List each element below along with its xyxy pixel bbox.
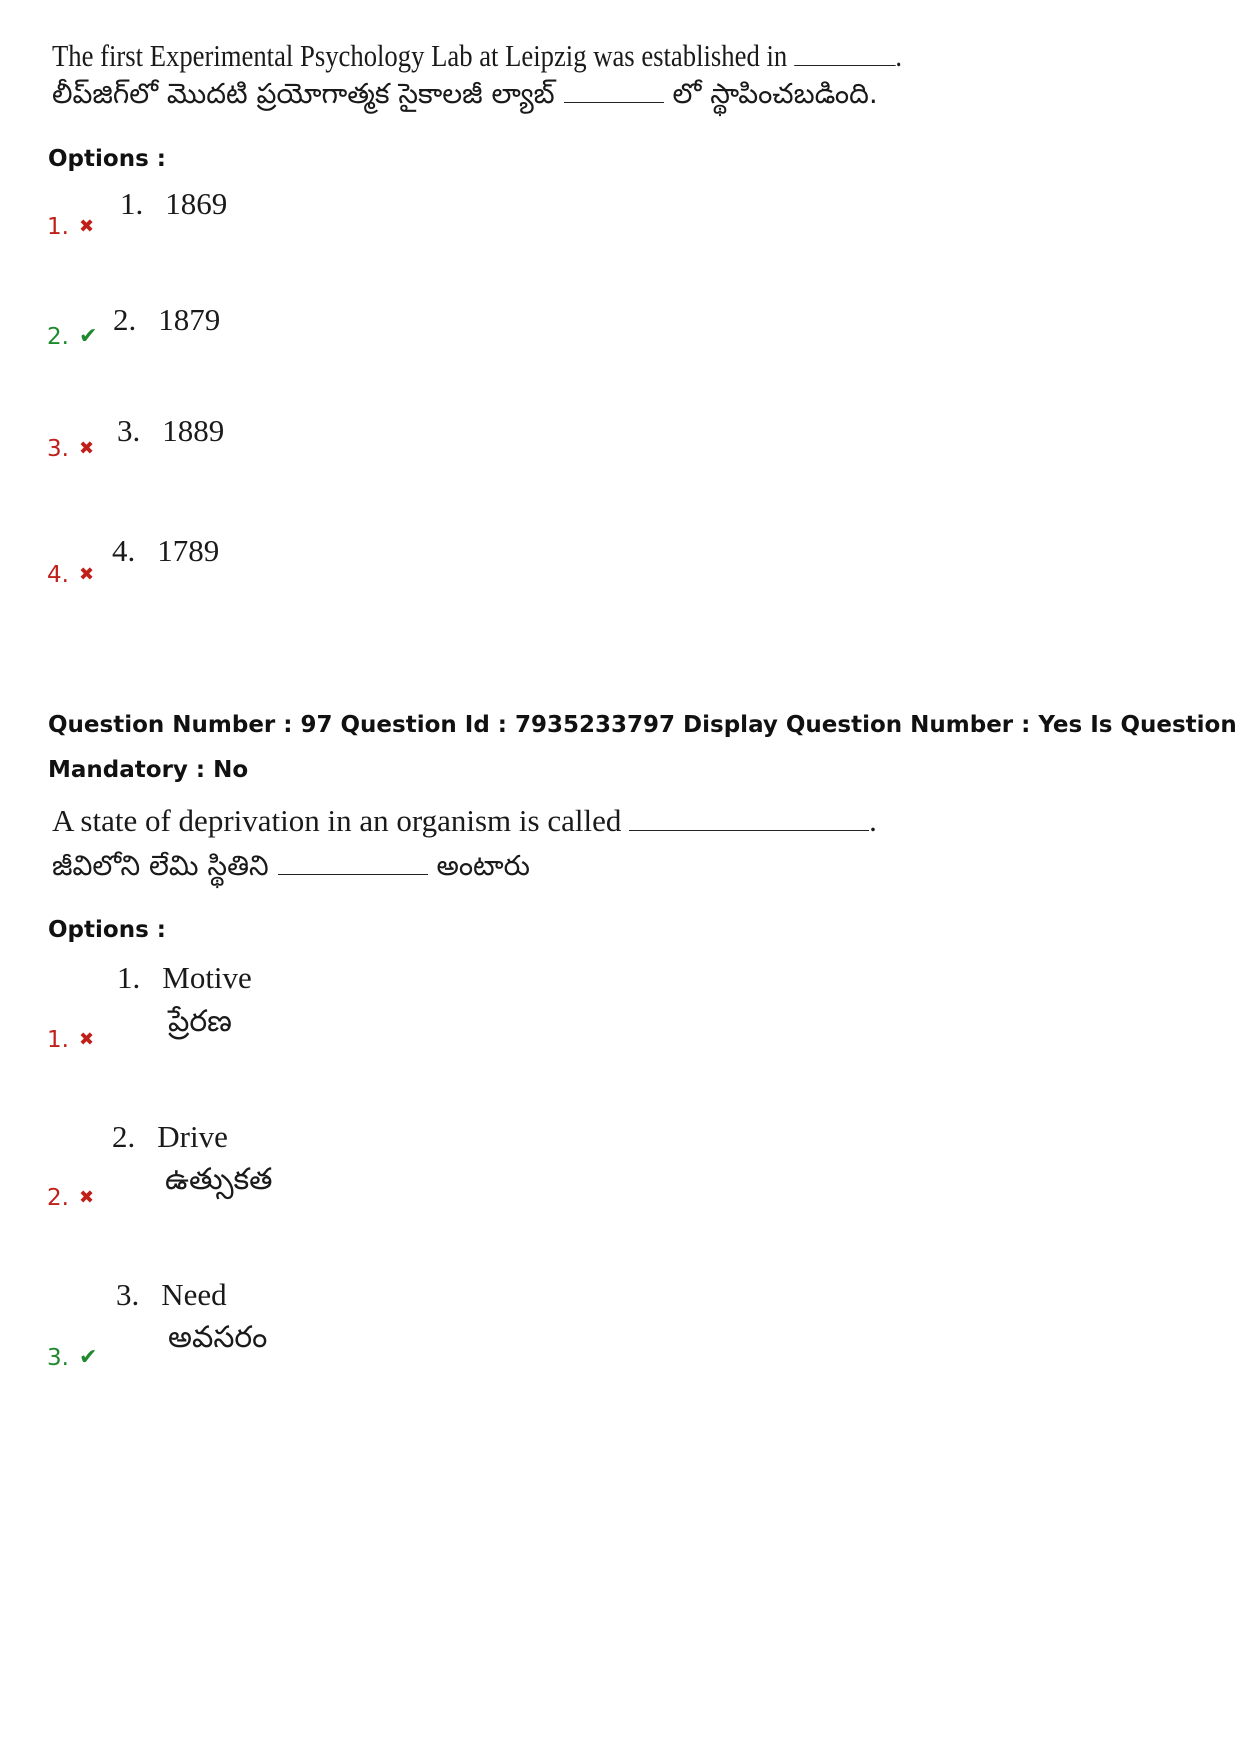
question-1-text-en bbox=[52, 38, 902, 74]
option-2-te: ఉత్సుకత bbox=[165, 1162, 273, 1197]
option-2 bbox=[113, 302, 220, 338]
option-number: 1. bbox=[120, 186, 144, 221]
options-label: Options : bbox=[48, 917, 166, 943]
option-marker-number: 3. bbox=[47, 1345, 69, 1371]
option-marker-2 bbox=[47, 1185, 94, 1211]
option-marker-3 bbox=[47, 436, 94, 462]
option-marker-1 bbox=[47, 1027, 94, 1053]
question-1-te-end: లో స్థాపించబడింది. bbox=[672, 77, 878, 110]
option-marker-number: 1. bbox=[47, 1027, 69, 1053]
option-3 bbox=[117, 413, 224, 449]
question-2-en: A state of deprivation in an organism is called bbox=[52, 803, 622, 838]
cross-icon: ✖ bbox=[78, 216, 95, 237]
option-number: 4. bbox=[112, 533, 136, 568]
question-mandatory: Mandatory : No bbox=[48, 757, 249, 783]
option-text: Motive bbox=[162, 960, 252, 995]
question-1-te: లీప్‌జిగ్‌లో మొదటి ప్రయోగాత్మక సైకాలజీ ల్యాబ్ bbox=[52, 77, 555, 110]
option-number: 1. bbox=[117, 960, 141, 995]
option-marker-number: 3. bbox=[47, 436, 69, 462]
cross-icon: ✖ bbox=[78, 1029, 95, 1050]
option-number: 3. bbox=[117, 413, 141, 448]
cross-icon: ✖ bbox=[78, 564, 95, 585]
cross-icon: ✖ bbox=[78, 438, 95, 459]
period: . bbox=[895, 38, 903, 73]
option-number: 2. bbox=[112, 1119, 136, 1154]
option-2 bbox=[112, 1119, 228, 1155]
option-marker-number: 2. bbox=[47, 324, 69, 350]
option-marker-2 bbox=[47, 324, 97, 350]
answer-blank bbox=[794, 39, 895, 66]
check-icon: ✔ bbox=[78, 1345, 98, 1370]
question-2-te-end: అంటారు bbox=[436, 849, 530, 882]
check-icon: ✔ bbox=[78, 324, 98, 349]
question-2-te: జీవిలోని లేమి స్థితిని bbox=[52, 849, 269, 882]
option-marker-number: 4. bbox=[47, 562, 69, 588]
question-1-en: The first Experimental Psychology Lab at Leipzig was established in bbox=[52, 38, 788, 73]
option-marker-number: 1. bbox=[47, 214, 69, 240]
option-text: 1879 bbox=[158, 302, 221, 337]
answer-blank bbox=[278, 848, 428, 875]
option-number: 2. bbox=[113, 302, 137, 337]
answer-blank bbox=[629, 804, 869, 831]
question-2-text-te bbox=[52, 848, 530, 889]
question-1-text-te bbox=[52, 76, 878, 117]
option-text: 1789 bbox=[157, 533, 220, 568]
option-text: Drive bbox=[157, 1119, 228, 1154]
option-4 bbox=[112, 533, 219, 569]
period: . bbox=[869, 803, 877, 838]
option-marker-number: 2. bbox=[47, 1185, 69, 1211]
option-number: 3. bbox=[116, 1277, 140, 1312]
option-text: Need bbox=[161, 1277, 227, 1312]
option-text: 1869 bbox=[165, 186, 228, 221]
option-text: 1889 bbox=[162, 413, 225, 448]
option-1 bbox=[120, 186, 227, 222]
option-3-te: అవసరం bbox=[168, 1320, 268, 1355]
option-1-te: ప్రేరణ bbox=[168, 1004, 232, 1039]
question-2-text-en bbox=[52, 803, 877, 839]
options-label: Options : bbox=[48, 146, 166, 172]
option-marker-1 bbox=[47, 214, 94, 240]
option-3 bbox=[116, 1277, 227, 1313]
answer-blank bbox=[564, 76, 664, 103]
option-1 bbox=[117, 960, 252, 996]
cross-icon: ✖ bbox=[78, 1187, 95, 1208]
option-marker-4 bbox=[47, 562, 94, 588]
option-marker-3 bbox=[47, 1345, 97, 1371]
question-meta: Question Number : 97 Question Id : 7935233797 Display Question Number : Yes Is Question bbox=[48, 712, 1237, 738]
